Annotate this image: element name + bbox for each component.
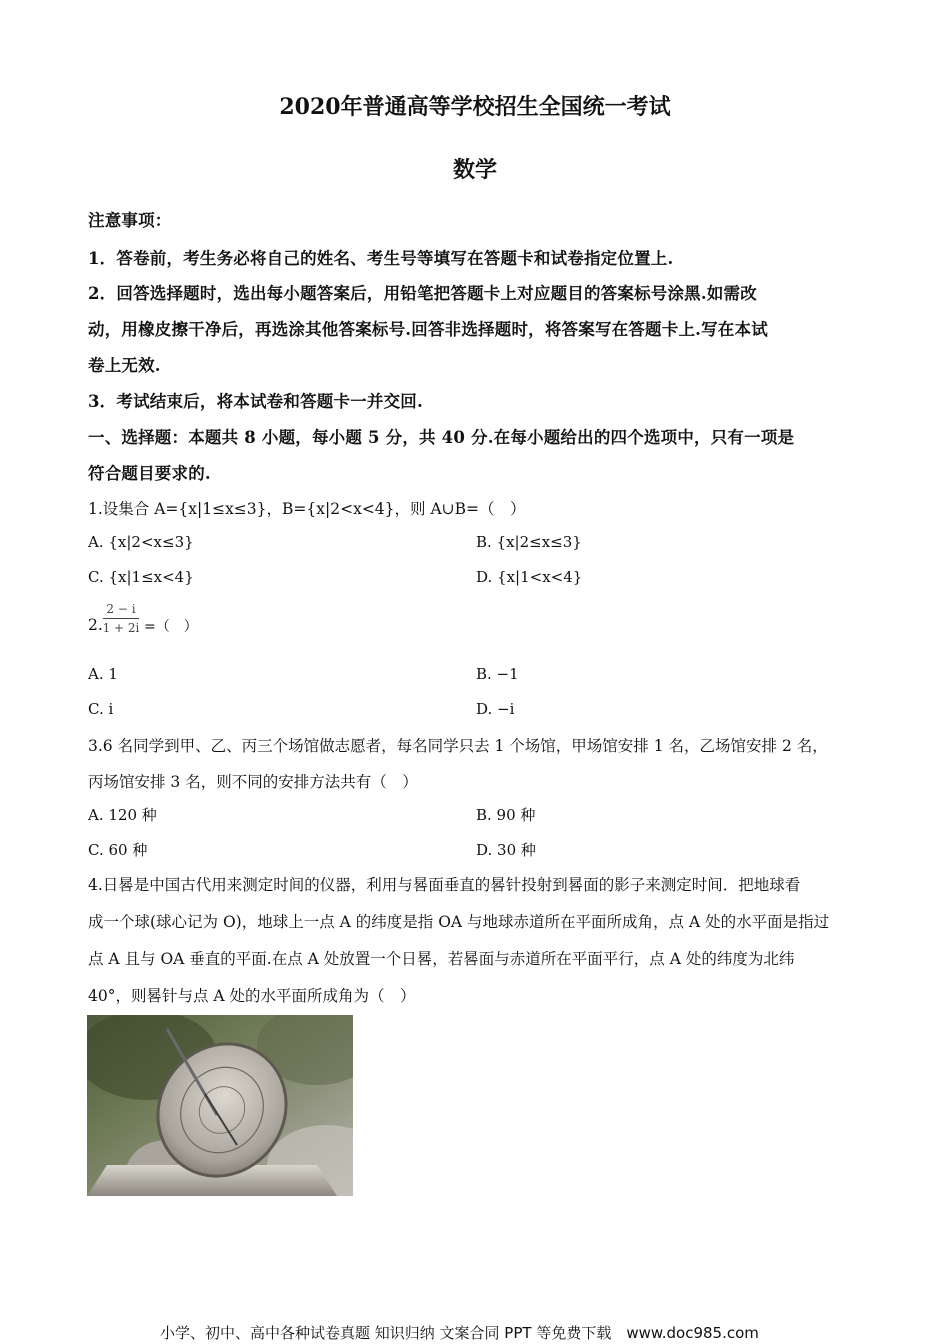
q4-stem-line-3: 点 A 且与 OA 垂直的平面.在点 A 处放置一个日晷，若晷面与赤道所在平面平行，点 A 处的纬度为北纬	[88, 950, 795, 968]
q2-denominator: 1 + 2i	[102, 621, 140, 635]
subject-title: 数学	[452, 157, 497, 183]
q1-option-a: A. {x|2<x≤3}	[88, 533, 194, 551]
q4-stem-line-2: 成一个球(球心记为 O)，地球上一点 A 的纬度是指 OA 与地球赤道所在平面所成角，点 A 处的水平面是指过	[88, 913, 830, 931]
q2-numerator: 2 − i	[106, 602, 136, 616]
notice-item-2-line-1: 2．回答选择题时，选出每小题答案后，用铅笔把答题卡上对应题目的答案标号涂黑.如需改	[88, 284, 757, 303]
section-heading-line-1: 一、选择题：本题共 8 小题，每小题 5 分，共 40 分.在每小题给出的四个选项中，只有一项是	[88, 428, 795, 447]
notice-heading: 注意事项：	[88, 211, 172, 230]
q3-option-a: A. 120 种	[88, 806, 157, 824]
notice-item-2-line-3: 卷上无效.	[88, 356, 161, 375]
q2-tail: =（ ）	[144, 619, 198, 635]
q2-option-d: D. −i	[476, 700, 515, 718]
q1-option-d: D. {x|1<x<4}	[476, 568, 583, 586]
q3-stem-line-2: 丙场馆安排 3 名，则不同的安排方法共有（ ）	[88, 773, 418, 791]
q1-stem: 1.设集合 A={x|1≤x≤3}，B={x|2<x<4}，则 A∪B=（ ）	[88, 500, 526, 518]
q1-option-b: B. {x|2≤x≤3}	[476, 533, 582, 551]
q1-option-c: C. {x|1≤x<4}	[88, 568, 194, 586]
sundial-illustration	[87, 1015, 353, 1196]
q3-option-b: B. 90 种	[476, 806, 536, 824]
q3-option-d: D. 30 种	[476, 841, 536, 859]
notice-item-2-line-2: 动，用橡皮擦干净后，再选涂其他答案标号.回答非选择题时，将答案写在答题卡上.写在本试	[88, 320, 768, 339]
q2-number: 2.	[88, 616, 103, 634]
notice-item-3: 3．考试结束后，将本试卷和答题卡一并交回.	[88, 392, 423, 411]
q2-option-c: C. i	[88, 700, 114, 718]
sundial-photo	[87, 1015, 353, 1196]
q4-stem-line-4: 40°，则晷针与点 A 处的水平面所成角为（ ）	[88, 987, 416, 1005]
exam-title: 2020年普通高等学校招生全国统一考试	[279, 94, 671, 120]
q2-fraction	[102, 600, 140, 637]
notice-item-1: 1．答卷前，考生务必将自己的姓名、考生号等填写在答题卡和试卷指定位置上.	[88, 249, 674, 268]
q3-stem-line-1: 3.6 名同学到甲、乙、丙三个场馆做志愿者，每名同学只去 1 个场馆，甲场馆安排 1 名，乙场馆安排 2 名，	[88, 737, 828, 755]
q2-option-b: B. −1	[476, 665, 519, 683]
q2-option-a: A. 1	[88, 665, 118, 683]
q4-stem-line-1: 4.日晷是中国古代用来测定时间的仪器，利用与晷面垂直的晷针投射到晷面的影子来测定时间．把地球看	[88, 876, 801, 894]
section-heading-line-2: 符合题目要求的.	[88, 464, 211, 483]
q3-option-c: C. 60 种	[88, 841, 148, 859]
footer-text: 小学、初中、高中各种试卷真题 知识归纳 文案合同 PPT 等免费下载 www.doc985.com	[160, 1324, 759, 1342]
